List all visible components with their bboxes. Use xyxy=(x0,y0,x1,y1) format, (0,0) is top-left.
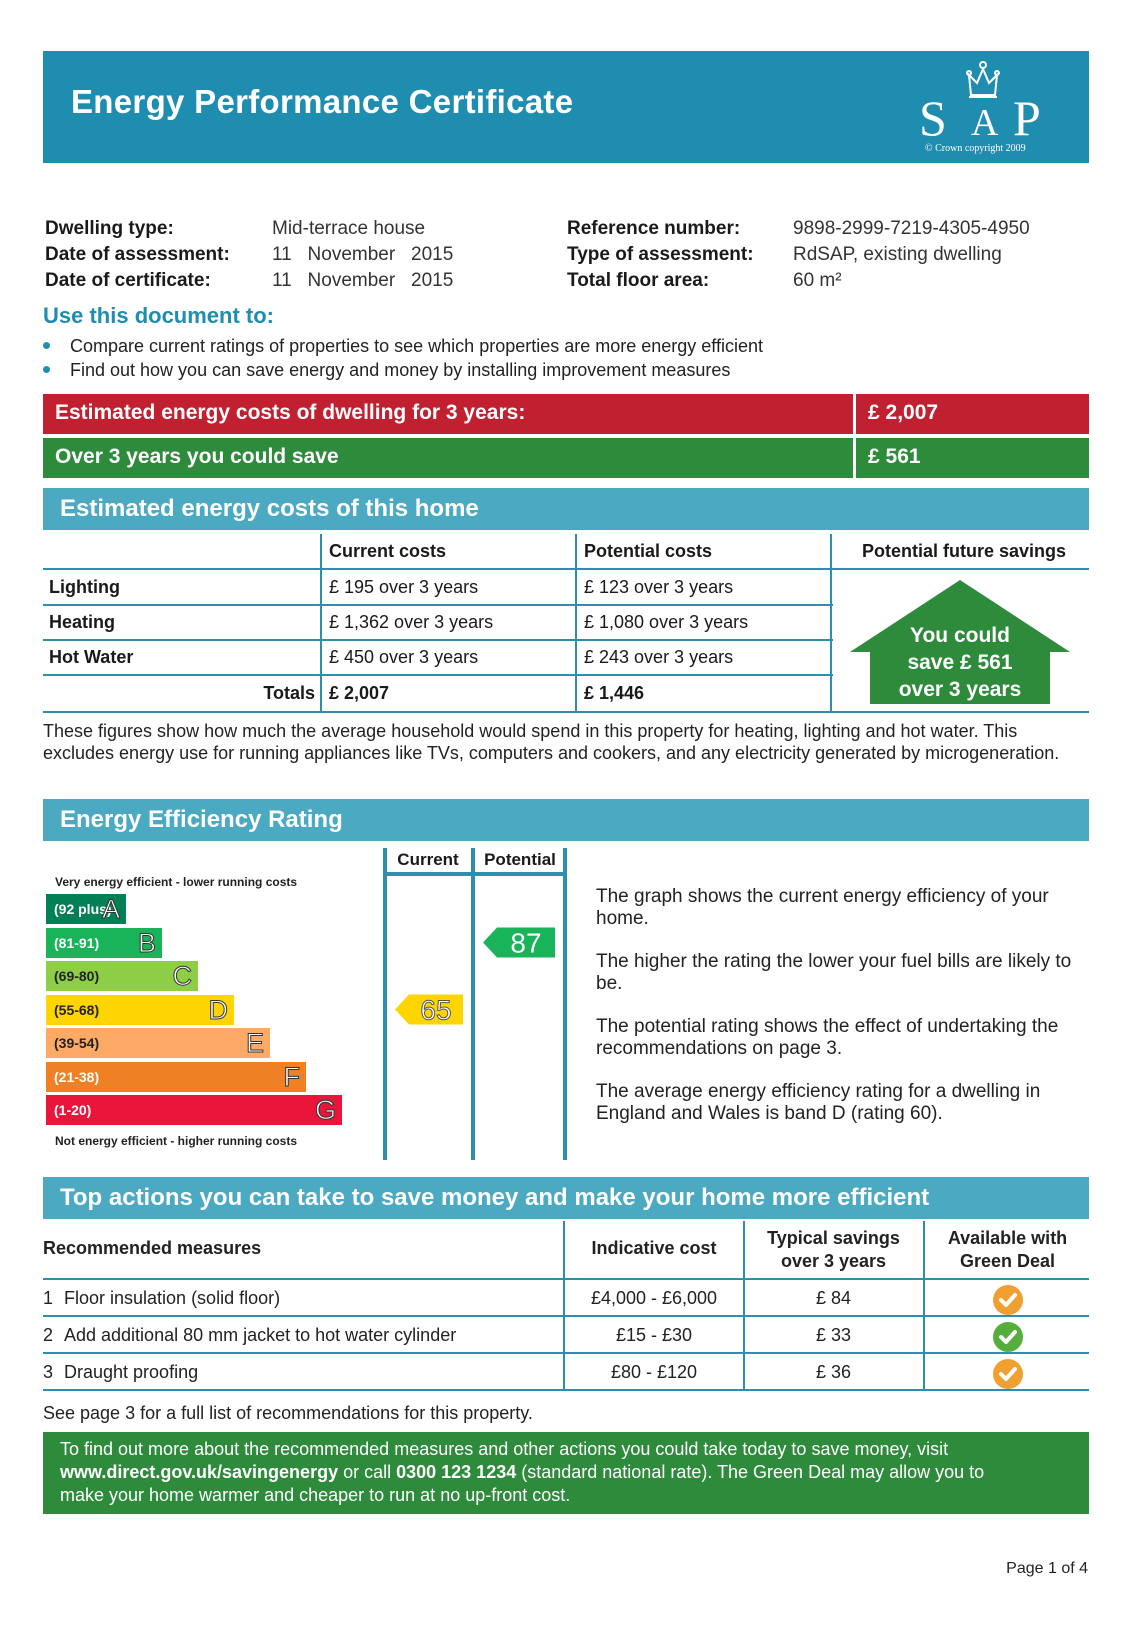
footer-line-1: To find out more about the recommended measures and other actions you could take today to save money, visit xyxy=(60,1439,949,1459)
type-of-assessment-label: Type of assessment: xyxy=(567,244,754,265)
band-letter: G xyxy=(314,1095,336,1125)
table-divider xyxy=(320,534,322,713)
rating-arrows xyxy=(383,848,567,1160)
efficiency-text-1: The graph shows the current energy efficiency of your home. xyxy=(596,886,1049,929)
estimated-cost-bar xyxy=(43,394,1089,434)
measure-cost: £15 - £30 xyxy=(615,1325,693,1345)
bullet-item xyxy=(43,336,763,357)
savings-house-badge xyxy=(850,580,1070,704)
band-letter: A xyxy=(101,894,120,924)
badge-line-2: save £ 561 xyxy=(907,651,1013,674)
svg-text:S: S xyxy=(919,90,947,146)
date-of-certificate-label: Date of certificate: xyxy=(45,270,211,291)
band-letter: D xyxy=(208,994,228,1025)
reference-number-label: Reference number: xyxy=(567,218,741,239)
footer-phone: 0300 123 1234 xyxy=(396,1462,517,1482)
estimated-cost-label: Estimated energy costs of dwelling for 3 years: xyxy=(43,394,853,434)
total-floor-area-label: Total floor area: xyxy=(567,270,710,291)
rating-band-c xyxy=(46,961,198,991)
band-letter: B xyxy=(137,927,156,958)
current-rating-value: 65 xyxy=(420,994,452,1026)
row-lighting-label: Lighting xyxy=(49,577,120,597)
rating-band-e xyxy=(46,1028,270,1058)
see-page-note: See page 3 for a full list of recommendations for this property. xyxy=(43,1403,533,1423)
measure-cost: £4,000 - £6,000 xyxy=(590,1288,718,1308)
bullet-icon xyxy=(43,342,50,349)
band-range: (69-80) xyxy=(54,968,100,984)
col-potential: Potential xyxy=(484,850,556,869)
actions-section-title: Top actions you can take to save money and make your home more efficient xyxy=(43,1177,1089,1219)
col-potential-costs: Potential costs xyxy=(584,540,713,561)
hot-water-potential: £ 243 over 3 years xyxy=(584,647,734,667)
rating-band-f xyxy=(46,1062,306,1092)
rating-chart xyxy=(43,848,383,1152)
table-divider xyxy=(43,604,833,606)
rating-band-b xyxy=(46,928,162,958)
totals-potential: £ 1,446 xyxy=(584,683,645,703)
green-deal-check-icon xyxy=(992,1284,1024,1316)
band-range: (39-54) xyxy=(54,1035,100,1051)
lighting-current: £ 195 over 3 years xyxy=(329,577,479,597)
bullet-icon xyxy=(43,366,50,373)
savings-label: Over 3 years you could save xyxy=(43,438,853,478)
table-divider xyxy=(830,534,832,713)
table-divider xyxy=(43,711,1089,713)
measure-number: 3 xyxy=(43,1362,54,1382)
efficiency-text-4: The average energy efficiency rating for a dwelling in England and Wales is band D (rating 60). xyxy=(596,1081,1041,1124)
col-typical-savings: Typical savings over 3 years xyxy=(767,1228,900,1271)
dwelling-type-value: Mid-terrace house xyxy=(272,218,426,239)
dwelling-type-label: Dwelling type: xyxy=(45,218,174,239)
rating-band-d xyxy=(46,995,234,1025)
badge-line-1: You could xyxy=(910,624,1010,647)
svg-text:A: A xyxy=(971,102,999,144)
date-of-assessment-value: 11 November 2015 xyxy=(272,244,454,265)
measure-name: Add additional 80 mm jacket to hot water cylinder xyxy=(64,1325,457,1345)
row-heating-label: Heating xyxy=(49,612,116,632)
bullet-text: Find out how you can save energy and money by installing improvement measures xyxy=(70,360,731,380)
measure-name: Draught proofing xyxy=(64,1362,199,1382)
table-divider xyxy=(43,639,833,641)
footer-link[interactable]: www.direct.gov.uk/savingenergy xyxy=(60,1462,339,1482)
band-letter: C xyxy=(172,961,192,991)
footer-line-3: make your home warmer and cheaper to run at no up-front cost. xyxy=(60,1485,571,1505)
chart-top-note: Very energy efficient - lower running costs xyxy=(55,875,298,889)
band-range: (55-68) xyxy=(54,1001,100,1018)
type-of-assessment-value: RdSAP, existing dwelling xyxy=(793,244,1002,265)
total-floor-area-value: 60 m² xyxy=(793,270,842,291)
lighting-potential: £ 123 over 3 years xyxy=(584,577,734,597)
band-range: (1-20) xyxy=(54,1102,92,1118)
footer-info xyxy=(43,1432,1089,1514)
band-range: (81-91) xyxy=(54,934,100,951)
bullet-item xyxy=(43,360,730,381)
totals-label: Totals xyxy=(263,683,315,703)
chart-bottom-note: Not energy efficient - higher running costs xyxy=(55,1134,298,1148)
band-letter: E xyxy=(245,1028,264,1058)
reference-number-value: 9898-2999-7219-4305-4950 xyxy=(793,218,1030,239)
col-future-savings: Potential future savings xyxy=(861,540,1067,561)
hot-water-current: £ 450 over 3 years xyxy=(329,647,479,667)
header-banner xyxy=(43,51,1089,163)
col-current: Current xyxy=(397,850,459,869)
band-range: (92 plus) xyxy=(54,901,112,917)
estimated-cost-value: £ 2,007 xyxy=(856,394,1089,434)
col-recommended-measures: Recommended measures xyxy=(43,1238,262,1258)
col-indicative-cost: Indicative cost xyxy=(591,1238,717,1258)
footer-line-2: www.direct.gov.uk/savingenergy or call 0300 123 1234 (standard national rate). The Green Deal may allow you to xyxy=(60,1462,985,1482)
band-letter: F xyxy=(283,1061,300,1092)
heating-current: £ 1,362 over 3 years xyxy=(329,612,494,632)
rating-band-g xyxy=(46,1095,342,1125)
svg-text:P: P xyxy=(1013,90,1041,146)
costs-note: These figures show how much the average household would spend in this property for heating, lighting and hot water. This excludes energy use for running appliances like TVs, computers and cookers, and any electricity generated by microgeneration. xyxy=(43,721,1060,763)
measure-number: 1 xyxy=(43,1288,54,1308)
efficiency-section-title: Energy Efficiency Rating xyxy=(43,799,1089,841)
date-of-assessment-label: Date of assessment: xyxy=(45,244,230,265)
green-deal-check-icon xyxy=(992,1358,1024,1390)
table-divider xyxy=(575,534,577,713)
potential-rating-value: 87 xyxy=(510,927,542,959)
measure-cost: £80 - £120 xyxy=(610,1362,698,1382)
table-divider xyxy=(43,568,1089,570)
potential-rating-arrow xyxy=(483,928,555,959)
rating-columns xyxy=(383,848,567,1160)
date-of-certificate-value: 11 November 2015 xyxy=(272,270,454,291)
green-deal-check-icon xyxy=(992,1321,1024,1353)
measure-number: 2 xyxy=(43,1325,54,1345)
use-document-title: Use this document to: xyxy=(43,303,275,328)
col-green-deal: Available with Green Deal xyxy=(947,1228,1068,1271)
efficiency-text-2: The higher the rating the lower your fuel bills are likely to be. xyxy=(596,951,1072,994)
heating-potential: £ 1,080 over 3 years xyxy=(584,612,749,632)
badge-line-3: over 3 years xyxy=(898,678,1022,701)
col-current-costs: Current costs xyxy=(329,540,447,561)
measure-savings: £ 84 xyxy=(815,1288,852,1308)
page-number: Page 1 of 4 xyxy=(1006,1560,1088,1577)
efficiency-text-3: The potential rating shows the effect of undertaking the recommendations on page 3. xyxy=(596,1016,1059,1059)
bullet-text: Compare current ratings of properties to see which properties are more energy efficient xyxy=(70,336,764,356)
measure-savings: £ 36 xyxy=(815,1362,852,1382)
sap-logo xyxy=(919,57,1059,157)
savings-bar xyxy=(43,438,1089,478)
table-divider xyxy=(43,674,833,676)
costs-section-title: Estimated energy costs of this home xyxy=(43,488,1089,530)
current-rating-arrow xyxy=(395,995,463,1026)
measure-savings: £ 33 xyxy=(815,1325,852,1345)
copyright-text: © Crown copyright 2009 xyxy=(925,143,1026,154)
rating-band-a xyxy=(46,894,126,924)
savings-value: £ 561 xyxy=(856,438,1089,478)
measures-table xyxy=(43,1221,1089,1391)
measure-name: Floor insulation (solid floor) xyxy=(64,1288,281,1308)
totals-current: £ 2,007 xyxy=(329,683,390,703)
crown-icon xyxy=(919,57,1059,147)
row-hot-water-label: Hot Water xyxy=(49,647,134,667)
band-range: (21-38) xyxy=(54,1068,100,1085)
page-title: Energy Performance Certificate xyxy=(71,83,574,120)
